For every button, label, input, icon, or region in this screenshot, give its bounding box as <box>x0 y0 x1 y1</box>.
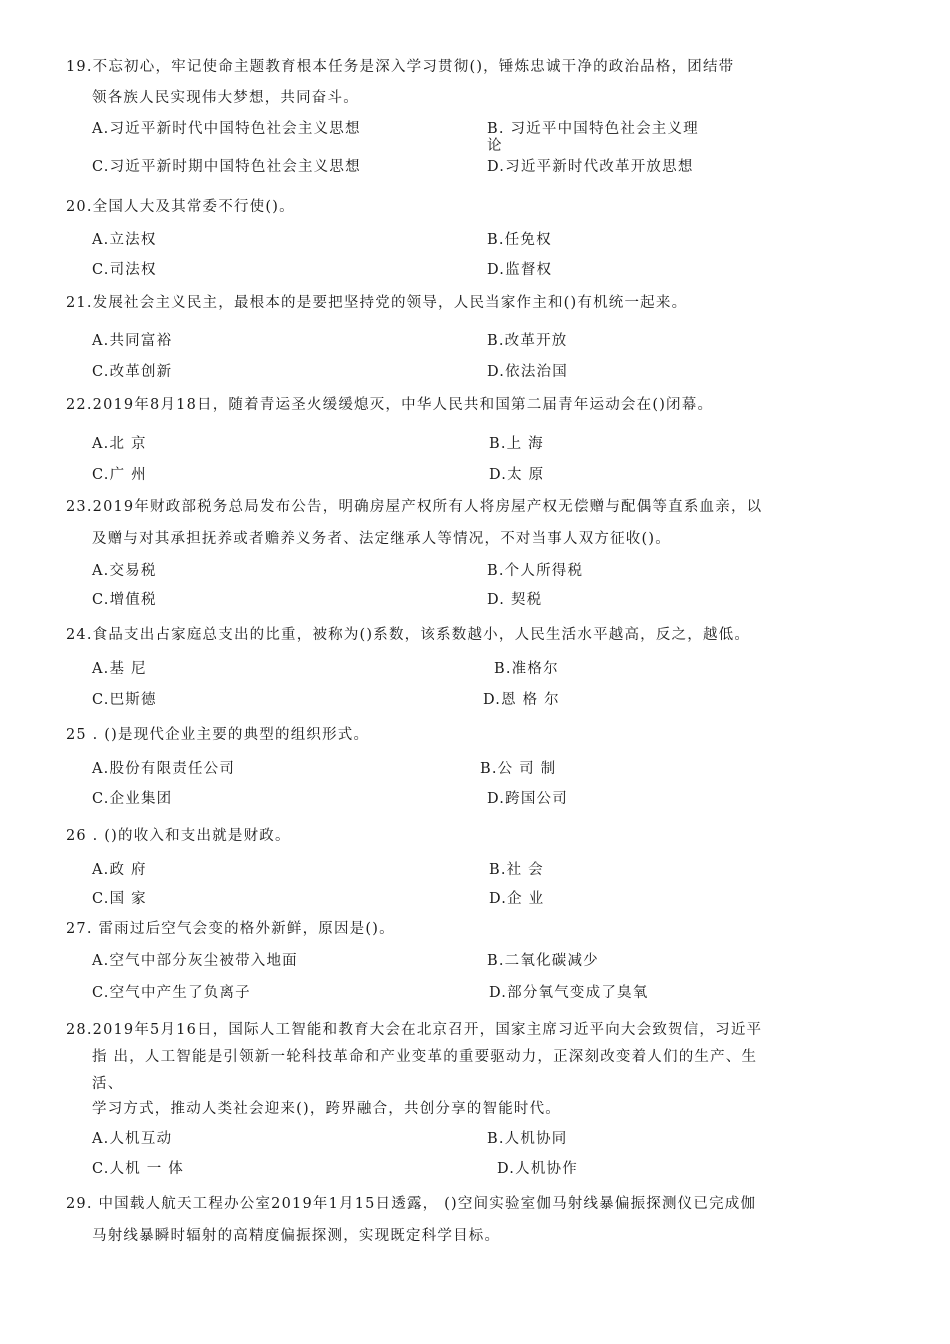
option-a: A.人机互动 <box>92 1131 173 1147</box>
option-d: D.监督权 <box>487 262 553 278</box>
question-stem-line: 27. 雷雨过后空气会变的格外新鲜，原因是()。 <box>66 921 395 937</box>
option-d: D.太 原 <box>489 467 545 483</box>
option-a: A.共同富裕 <box>92 333 173 349</box>
option-d: D.习近平新时代改革开放思想 <box>487 159 694 175</box>
option-a: A.立法权 <box>92 232 157 248</box>
option-d: D.依法治国 <box>487 364 568 380</box>
option-c: C.改革创新 <box>92 364 173 380</box>
option-d: D.部分氧气变成了臭氧 <box>489 985 649 1001</box>
option-b: B.人机协同 <box>487 1131 568 1147</box>
option-a: A.政 府 <box>92 862 147 878</box>
question-stem-line: 指 出，人工智能是引领新一轮科技革命和产业变革的重要驱动力，正深刻改变着人们的生产、生 <box>92 1049 758 1065</box>
option-c: C.人机 一 体 <box>92 1161 185 1177</box>
option-b: B.上 海 <box>489 436 544 452</box>
question-stem-line: 28.2019年5月16日，国际人工智能和教育大会在北京召开，国家主席习近平向大会致贺信，习近平 <box>66 1022 763 1038</box>
question-stem-line: 23.2019年财政部税务总局发布公告，明确房屋产权所有人将房屋产权无偿赠与配偶等直系血亲，以 <box>66 499 763 515</box>
question-stem-line: 学习方式，推动人类社会迎来()，跨界融合，共创分享的智能时代。 <box>92 1101 562 1117</box>
question-stem-line: 21.发展社会主义民主，最根本的是要把坚持党的领导，人民当家作主和()有机统一起来。 <box>66 295 688 311</box>
option-a: A.习近平新时代中国特色社会主义思想 <box>92 121 361 137</box>
question-stem-line: 19.不忘初心，牢记使命主题教育根本任务是深入学习贯彻()，锤炼忠诚干净的政治品格，团结带 <box>66 59 735 75</box>
option-d: D.企 业 <box>489 891 545 907</box>
question-stem-line: 活、 <box>92 1076 124 1092</box>
option-b: B.改革开放 <box>487 333 568 349</box>
option-c: C.巴斯德 <box>92 692 157 708</box>
option-d: D.恩 格 尔 <box>483 692 560 708</box>
option-a: A.北 京 <box>92 436 147 452</box>
question-stem-line: 22.2019年8月18日，随着青运圣火缓缓熄灭，中华人民共和国第二届青年运动会在()闭幕。 <box>66 397 714 413</box>
option-c: C.司法权 <box>92 262 157 278</box>
option-b: B.任免权 <box>487 232 552 248</box>
option-d: D. 契税 <box>487 592 543 608</box>
question-stem-line: 24.食品支出占家庭总支出的比重，被称为()系数，该系数越小，人民生活水平越高，反之，越低。 <box>66 627 751 643</box>
question-stem-line: 26 . ()的收入和支出就是财政。 <box>66 828 291 844</box>
option-b: B.准格尔 <box>494 661 559 677</box>
option-c: C.广 州 <box>92 467 147 483</box>
option-a: A.空气中部分灰尘被带入地面 <box>92 953 298 969</box>
option-c: C.企业集团 <box>92 791 173 807</box>
option-d: D.人机协作 <box>497 1161 578 1177</box>
question-stem-line: 29. 中国载人航天工程办公室2019年1月15日透露， ()空间实验室伽马射线暴偏振探测仪已完成伽 <box>66 1196 757 1212</box>
option-a: A.基 尼 <box>92 661 147 677</box>
option-a: A.股份有限责任公司 <box>92 761 236 777</box>
option-b: B.二氧化碳减少 <box>487 953 599 969</box>
option-c: C.国 家 <box>92 891 147 907</box>
option-d: D.跨国公司 <box>487 791 568 807</box>
option-b: B. 习近平中国特色社会主义理 <box>487 121 699 137</box>
question-stem-line: 及赠与对其承担抚养或者赡养义务者、法定继承人等情况，不对当事人双方征收()。 <box>92 531 671 547</box>
question-stem-line: 25 . ()是现代企业主要的典型的组织形式。 <box>66 727 370 743</box>
option-b: B.公 司 制 <box>480 761 557 777</box>
question-stem-line: 领各族人民实现伟大梦想，共同奋斗。 <box>92 90 359 106</box>
question-stem-line: 20.全国人大及其常委不行使()。 <box>66 199 295 215</box>
option-a: A.交易税 <box>92 563 157 579</box>
option-c: C.习近平新时期中国特色社会主义思想 <box>92 159 361 175</box>
question-stem-line: 马射线暴瞬时辐射的高精度偏振探测，实现既定科学目标。 <box>92 1228 501 1244</box>
option-b: B.社 会 <box>489 862 544 878</box>
option-b-continuation: 论 <box>487 138 503 154</box>
option-b: B.个人所得税 <box>487 563 584 579</box>
option-c: C.增值税 <box>92 592 157 608</box>
option-c: C.空气中产生了负离子 <box>92 985 251 1001</box>
